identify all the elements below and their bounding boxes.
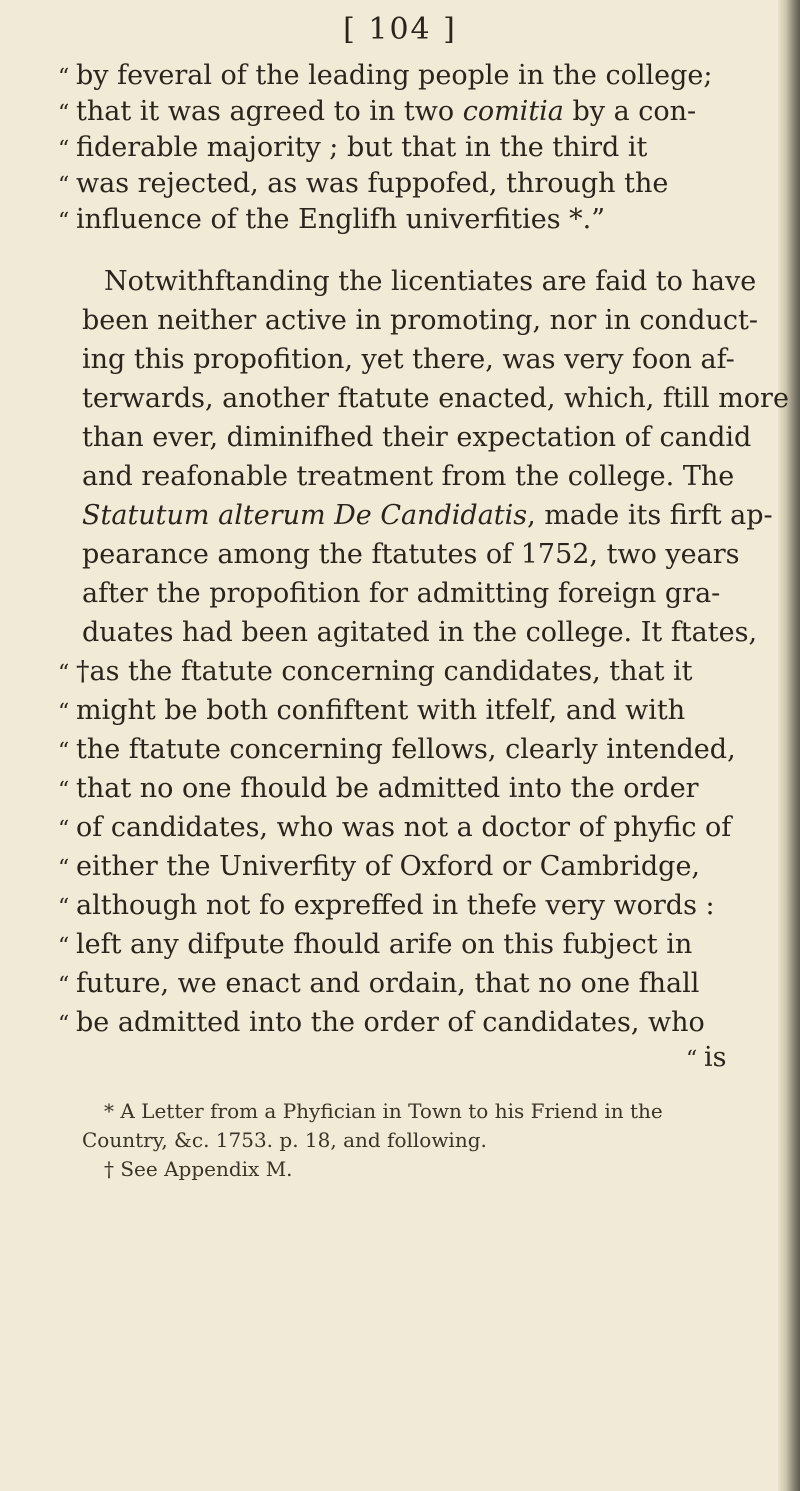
text-line: “ that no one fhould be admitted into the order [70, 771, 699, 809]
quote-mark: “ [58, 209, 70, 234]
text-line: been neither active in promoting, nor in conduct- [82, 305, 758, 336]
text-line: ing this propofition, yet there, was very foon af- [82, 344, 735, 375]
text-line: “ fiderable majority ; but that in the third it [70, 130, 647, 168]
quote-mark: “ [58, 778, 70, 803]
quote-mark: “ [58, 101, 70, 126]
text-line: pearance among the ftatutes of 1752, two years [82, 539, 740, 570]
catchword: “ is [698, 1040, 727, 1078]
text-line: “ either the Univerfity of Oxford or Cambridge, [70, 849, 700, 887]
quote-mark: “ [58, 1012, 70, 1037]
text-line: “ by feveral of the leading people in the college; [70, 58, 712, 96]
quote-mark: “ [58, 973, 70, 998]
quote-mark: “ [58, 661, 70, 686]
footnote: * A Letter from a Phyfician in Town to his Friend in the [104, 1099, 663, 1123]
text-line: duates had been agitated in the college. It ftates, [82, 617, 758, 648]
quote-mark: “ [58, 856, 70, 881]
text-line: Statutum alterum De Candidatis, made its firft ap- [82, 500, 773, 531]
footnote: † See Appendix M. [104, 1157, 293, 1181]
text-line: “ of candidates, who was not a doctor of phyfic of [70, 810, 731, 848]
text-line: “ left any difpute fhould arife on this fubject in [70, 927, 692, 965]
text-line: “ future, we enact and ordain, that no one fhall [70, 966, 699, 1004]
quote-mark: “ [58, 739, 70, 764]
text-line: “ †as the ftatute concerning candidates, that it [70, 654, 693, 692]
quote-mark: “ [58, 137, 70, 162]
text-line: than ever, diminifhed their expectation of candid [82, 422, 752, 453]
text-line: “ that it was agreed to in two comitia by a con- [70, 94, 696, 132]
text-line: “ might be both confiftent with itfelf, and with [70, 693, 685, 731]
quote-mark: “ [686, 1047, 698, 1072]
text-line: “ the ftatute concerning fellows, clearly intended, [70, 732, 736, 770]
quote-mark: “ [58, 65, 70, 90]
text-line: “ influence of the Englifh univerfities *.” [70, 202, 605, 240]
quote-mark: “ [58, 934, 70, 959]
text-line: after the propofition for admitting foreign gra- [82, 578, 721, 609]
text-line: and reafonable treatment from the college. The [82, 461, 735, 492]
quote-mark: “ [58, 817, 70, 842]
quote-mark: “ [58, 895, 70, 920]
text-line: “ be admitted into the order of candidates, who [70, 1005, 705, 1043]
text-line: Notwithftanding the licentiates are faid to have [104, 266, 757, 297]
footnote: Country, &c. 1753. p. 18, and following. [82, 1128, 487, 1152]
quote-mark: “ [58, 173, 70, 198]
text-line: “ although not fo expreffed in thefe very words : [70, 888, 715, 926]
italic-title: Statutum alterum De Candidatis [82, 500, 528, 531]
page-number: [ 104 ] [343, 12, 457, 47]
quote-mark: “ [58, 700, 70, 725]
text-line: terwards, another ftatute enacted, which, ftill more [82, 383, 789, 414]
page-edge [778, 0, 800, 1491]
text-line: “ was rejected, as was fuppofed, through the [70, 166, 668, 204]
italic-term: comitia [462, 96, 564, 127]
